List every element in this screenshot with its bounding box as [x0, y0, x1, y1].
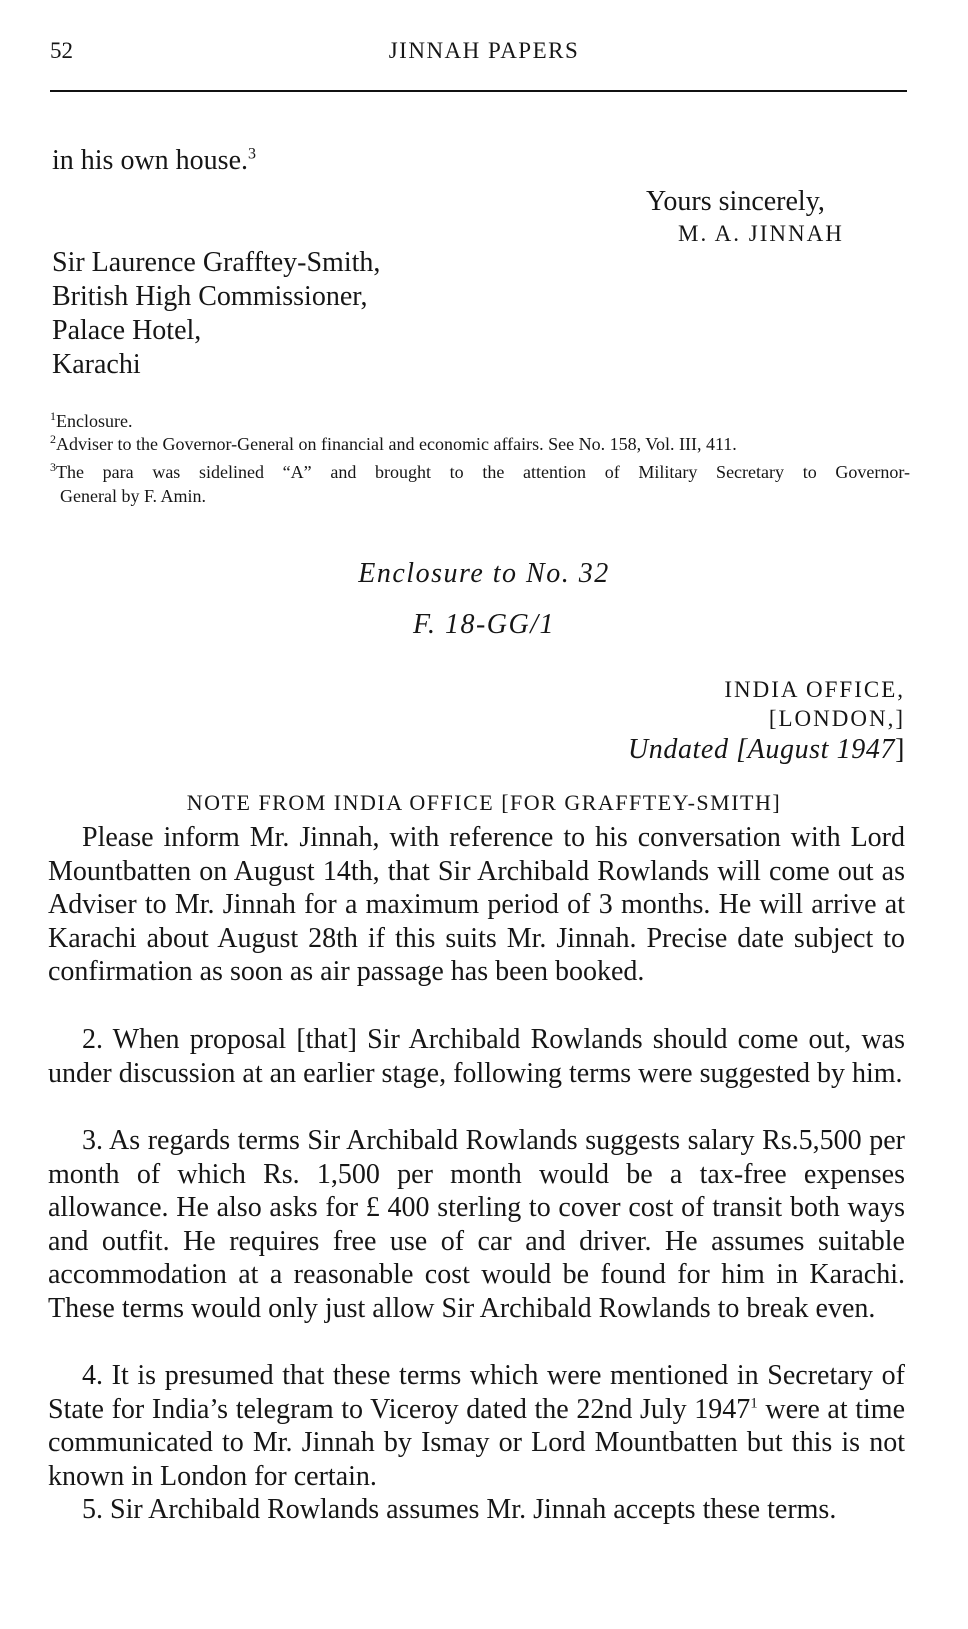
- date-value: August 1947: [747, 734, 896, 765]
- address-line: Sir Laurence Grafftey-Smith,: [52, 247, 381, 278]
- footnote-ref-1: 1: [750, 1395, 758, 1412]
- address-line: Palace Hotel,: [52, 315, 202, 346]
- footnote-1: [50, 410, 910, 433]
- letter-closing-line: [52, 144, 256, 178]
- note-title: NOTE FROM INDIA OFFICE [FOR GRAFFTEY-SMITH]: [186, 790, 782, 815]
- footnote-text: The para was sidelined “A” and brought to the attention of Military Secretary to Governor-: [56, 462, 910, 482]
- footnote-number: 1: [50, 409, 56, 423]
- enclosure-heading: Enclosure to No. 32: [358, 558, 610, 589]
- date-prefix: Undated [: [627, 734, 748, 765]
- closing-text: in his own house.: [52, 145, 248, 176]
- address-line: British High Commissioner,: [52, 281, 368, 312]
- file-reference: F. 18-GG/1: [412, 609, 556, 640]
- address-line: Karachi: [52, 349, 141, 380]
- running-header-title: JINNAH PAPERS: [388, 38, 580, 63]
- paragraph-3: 3. As regards terms Sir Archibald Rowlands suggests salary Rs.5,500 per month of which Rs. 1,500 per month would be a tax-free expenses allowance. He also asks for £ 400 sterling to cover cost of transit both ways and outfit. He requires free use of car and driver. He assumes suitable accommodation at a reasonable cost would be found for him in Karachi. These terms would only just allow Sir Archibald Rowlands to break even.: [48, 1125, 905, 1324]
- footnote-number: 3: [50, 460, 56, 474]
- footnote-number: 2: [50, 432, 56, 446]
- paragraph-4-text: 4. It is presumed that these terms which were mentioned in Secretary of State for India’s telegram to Viceroy dated the 22nd July 1947: [48, 1360, 905, 1425]
- header-rule: [50, 90, 907, 92]
- paragraph-2: 2. When proposal [that] Sir Archibald Rowlands should come out, was under discussion at an earlier stage, following terms were suggested by him.: [48, 1024, 905, 1089]
- footnote-ref-3: 3: [248, 145, 256, 163]
- paragraph-1: Please inform Mr. Jinnah, with reference to his conversation with Lord Mountbatten on August 14th, that Sir Archibald Rowlands will come out as Adviser to Mr. Jinnah for a maximum period of 3 months. He will arrive at Karachi about August 28th if this suits Mr. Jinnah. Precise date subject to confirmation as soon as air passage has been booked.: [48, 822, 905, 988]
- footnote-2: [50, 433, 910, 456]
- signoff: Yours sincerely,: [646, 186, 825, 217]
- page-number: 52: [50, 38, 73, 63]
- footnote-text: Enclosure.: [56, 411, 133, 431]
- date-line: [628, 733, 905, 767]
- footnote-3: [50, 461, 910, 484]
- origin-line: [LONDON,]: [768, 706, 905, 731]
- date-suffix: ]: [895, 734, 905, 765]
- paragraph-5: 5. Sir Archibald Rowlands assumes Mr. Jinnah accepts these terms.: [82, 1494, 837, 1525]
- signature: M. A. JINNAH: [678, 221, 844, 246]
- paragraph-4-text-continued: were at time communicated to Mr. Jinnah by Ismay or Lord Mountbatten but this is not known in London for certain.: [48, 1393, 906, 1492]
- origin-line: INDIA OFFICE,: [724, 677, 905, 702]
- footnote-text: Adviser to the Governor-General on financial and economic affairs. See No. 158, Vol. III, 411.: [56, 434, 737, 454]
- footnote-3-continued: General by F. Amin.: [60, 486, 207, 506]
- paragraph-4: [48, 1359, 905, 1493]
